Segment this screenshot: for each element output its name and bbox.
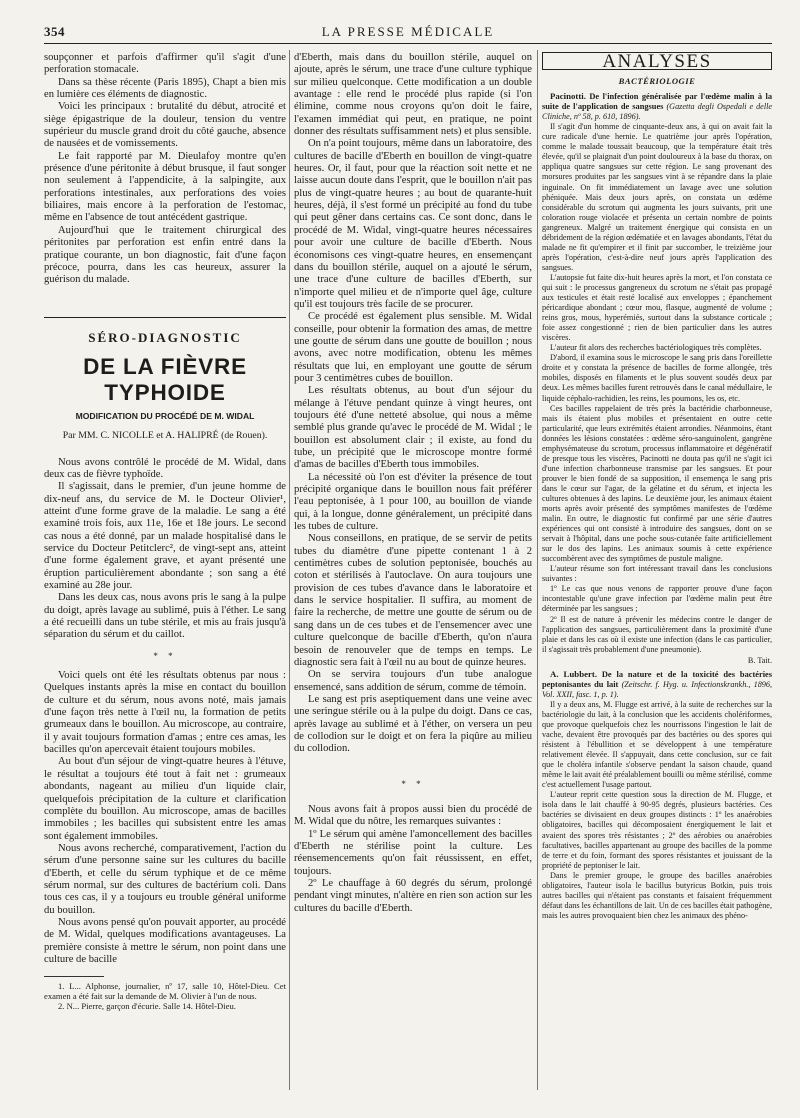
paragraph: Les résultats obtenus, au bout d'un séjour du mélange à l'étuve pendant quinze à vingt heures, ont toujours été d'une netteté absolue, qui nous a même semblé plus grande qu'avec le procédé de M. Widal ; le bouillon est absolument clair ; il existe, au fond du tube, un précipité que le microscope montre formé d'amas de bacilles d'Eberth tous immobiles.	[294, 385, 532, 471]
paragraph: Il s'agit d'un homme de cinquante-deux ans, à qui on avait fait la cure radicale d'une hernie. Le quatrième jour après l'opération, comme le malade toussait beaucoup, que la température était très élevée, qu'il se plaignait d'un point douloureux à la base du thorax, on appliqua quatre sangsues sur cette région. Le sang provenant des morsures produites par les sangsues vint à se répandre dans la plaie inguinale. On fit immédiatement un lavage avec une solution phéniquée. Mais deux jours après, on constata un œdème considérable du scrotum qui augmenta les jours suivants, prit une coloration rouge violacée et présenta un certain nombre de points gangreneux. Malgré un traitement énergique qui consista en un débridement de la région œdématiée et en lavages abondants, l'état du malade ne fit qu'empirer et il finit par succomber, le treizième jour après l'opération, c'est-à-dire neuf jours après l'application des sangsues.	[542, 122, 772, 272]
section-rule	[44, 317, 286, 318]
paragraph: Il s'agissait, dans le premier, d'un jeune homme de dix-neuf ans, du service de M. le Docteur Olivier¹, atteint d'une forme grave de la maladie. Le sang a été examiné trois fois, aux 11e, 16e et 18e jours. Le second cas nous a été donné, par un malade hospitalisé dans le service du Docteur Petitclerc², de vingt-sept ans, atteint d'une forme également grave, et ayant présenté une éruption particulièrement abondante ; son sang a été examiné au 28e jour.	[44, 481, 286, 591]
column-left	[44, 52, 286, 1011]
journal-title: LA PRESSE MÉDICALE	[321, 24, 495, 39]
paragraph: Le sang est pris aseptiquement dans une veine avec une seringue stérile ou à la pulpe du doigt. Dans ce cas, après lavage au sublimé et à l'éther, on versera un peu de collodion sur le doigt et on fera la piqûre au milieu du collodion.	[294, 693, 532, 755]
column-middle	[294, 52, 532, 915]
paragraph: Le fait rapporté par M. Dieulafoy montre qu'en présence d'une péritonite à début brusque, il faut songer non seulement à l'appendicite, à la salpingite, aux perforations intestinales, aux perforations des voies biliaires, mais encore à la perforation de l'estomac, même en l'absence de tout antécédent gastrique.	[44, 150, 286, 224]
paragraph: Dans sa thèse récente (Paris 1895), Chapt a bien mis en lumière ces éléments de diagnostic.	[44, 76, 286, 101]
article-title: DE LA FIÈVRE TYPHOIDE	[83, 353, 247, 405]
footnote-rule	[44, 976, 104, 977]
paragraph: Il y a deux ans, M. Flugge est arrivé, à la suite de recherches sur la bactériologie du lait, à la conclusion que les accidents cholériformes, que provoque quelquefois chez les nourrissons l'ingestion le lait de vache, devaient être provoqués par des bactéries ou des spores qui résistent à l'ébullition et se développent à une température relativement élevée. Il s'appuyait, dans cette conclusion, sur ce fait que le choléra infantile s'observe pendant la saison chaude, quand même le lait avait été préalablement bouilli ou même stérilisé, comme c'est actuellement l'usage partout.	[542, 699, 772, 790]
paragraph: Aujourd'hui que le traitement chirurgical des péritonites par perforation est enfin entré dans la pratique courante, un bon diagnostic, fait d'une façon précoce, pourra, dans les cas heureux, assurer la guérison du malade.	[44, 224, 286, 286]
column-divider	[289, 50, 290, 1090]
abstract-author: A. Lubbert.	[550, 668, 598, 679]
section-separator: * *	[153, 650, 177, 661]
footnote: 2. N... Pierre, garçon d'écurie. Salle 14. Hôtel-Dieu.	[58, 1001, 236, 1012]
abstract-heading	[542, 91, 772, 122]
paragraph: 1º Le cas que nous venons de rapporter prouve d'une façon incontestable qu'une grave infection par l'œdème malin peut être déterminée par les sangsues ;	[542, 584, 772, 614]
abstract-title: De la nature et de la toxicité des bactéries peptonisantes du lait	[542, 669, 773, 689]
paragraph: Voici les principaux : brutalité du début, atrocité et siège épigastrique de la douleur, tension du ventre supérieur du muscle grand droit du côté gauche, absence de nausées et de vomissements.	[44, 101, 286, 150]
page-header	[44, 24, 772, 42]
paragraph: On se servira toujours d'un tube analogue ensemencé, sans addition de sérum, comme de témoin.	[294, 669, 532, 693]
paragraph: Ce procédé est également plus sensible. M. Widal conseille, pour obtenir la formation des amas, de mettre une goutte de sérum dans une goutte de bouillon ; nous avons, avec notre modification, obtenu les mêmes résultats que lui, en employant une goutte de sérum pour 3 centimètres cubes de bouillon.	[294, 311, 532, 384]
paragraph: Voici quels ont été les résultats obtenus par nous : Quelques instants après la mise en contact du bouillon de culture et du sérum, nous avons noté, mais jamais d'une façon très nette à l'œil nu, la formation de petits grumeaux dans le bouillon. Au microscope, au contraire, il y avait toujours formation d'amas ; entre ces amas, les bacilles qu'on apercevait étaient toujours mobiles.	[44, 670, 286, 756]
paragraph: Dans le premier groupe, le groupe des bacilles anaérobies obligatoires, l'auteur isola le bacillus butyricus Botkin, puis trois autres bacilles qui n'étaient pas constants et faisaient fréquemment défaut dans les échantillons de lait. Un de ces bacilles était pathogène, mais les autres provoquaient bien chez les animaux des phéno-	[542, 870, 772, 920]
article-kicker: SÉRO-DIAGNOSTIC	[88, 329, 242, 345]
paragraph: L'auteur résume son fort intéressant travail dans les conclusions suivantes :	[542, 564, 772, 584]
footnote: 1. L... Alphonse, journalier, nº 17, salle 10, Hôtel-Dieu. Cet examen a été fait sur la demande de M. Olivier à l'un de nous.	[44, 981, 286, 1002]
paragraph: Nous avons contrôlé le procédé de M. Widal, dans deux cas de fièvre typhoïde.	[44, 456, 286, 480]
section-separator: * *	[401, 778, 425, 789]
column-right	[542, 52, 772, 921]
category-heading: BACTÉRIOLOGIE	[618, 76, 696, 87]
paragraph: D'abord, il examina sous le microscope le sang pris dans l'oreillette droite et y constata la présence de bacilles de forme allongée, très mobiles, disposés en filaments et le plus souvent soudés deux par deux. Les mêmes bacilles furent retrouvés dans le canal médullaire, le liquide céphalo-rachidien, les reins, les poumons, les os, etc.	[542, 353, 772, 403]
abstract-author: Pacinotti.	[550, 91, 586, 102]
paragraph: Nous avons fait à propos aussi bien du procédé de M. Widal que du nôtre, les remarques suivantes :	[294, 803, 532, 828]
paragraph: Dans les deux cas, nous avons pris le sang à la pulpe du doigt, après lavage au sublimé, puis à l'éther. Le sang a été recueilli dans un tube stérile, et mis au frais jusqu'à séparation du sérum et du caillot.	[44, 592, 286, 641]
paragraph: L'auteur fit alors des recherches bactériologiques très complètes.	[550, 343, 762, 353]
paragraph: Au bout d'un séjour de vingt-quatre heures à l'étuve, le résultat a toujours été tout à fait net : grumeaux abondants, nageant au milieu d'un liquide clair, quelquefois précipitation de la culture et clarification complète du bouillon. Au microscope, amas de bacilles immobiles ; les bacilles qui subsistent entre les amas sont également immobiles.	[44, 756, 286, 842]
paragraph: La nécessité où l'on est d'éviter la présence de tout précipité organique dans le bouillon nous fait préférer l'eau peptonisée, à 1 pour 100, au bouillon de viande qui, à la longue, donne généralement, un précipité dans les tubes de culture.	[294, 471, 532, 533]
page-number: 354	[44, 24, 65, 39]
article-subtitle: MODIFICATION DU PROCÉDÉ DE M. WIDAL	[75, 410, 255, 421]
paragraph: Nous conseillons, en pratique, de se servir de petits tubes du diamètre d'une pipette contenant 1 à 2 centimètres cubes de solution peptonisée, bouchés au coton et stérilisés à l'autoclave. On aura toujours une provision de ces tubes d'avance dans le laboratoire et dans le service hospitalier. Il suffira, au moment de faire la recherche, de mettre une goutte de sérum ou de sang dans un de ces tubes et de l'ensemencer avec une culture quelconque de bacille d'Eberth, qu'on n'aura besoin de renouveler que de temps en temps. Le diagnostic sera fait à l'œil nu au bout de quinze heures.	[294, 533, 532, 668]
section-heading: ANALYSES	[542, 52, 772, 70]
header-rule	[44, 43, 772, 44]
abstract-title: De l'infection généralisée par l'œdème malin à la suite de l'application de sangsues	[542, 92, 773, 112]
paragraph: Nous avons pensé qu'on pouvait apporter, au procédé de M. Widal, quelques modifications avantageuses. La première consiste à mettre le sérum, non point dans une culture de bacille	[44, 916, 286, 965]
abstract-signature: B. Tait.	[747, 655, 772, 665]
paragraph: 2º Le chauffage à 60 degrés du sérum, prolongé pendant vingt minutes, n'altère en rien son action sur les cultures du bacille d'Eberth.	[294, 878, 532, 914]
abstract-citation: (Zeitschr. f. Hyg. u. Infectionskrankh., 1896, Vol. XXII, fasc. 1, p. 1).	[542, 679, 773, 699]
abstract-heading	[542, 669, 772, 700]
paragraph: d'Eberth, mais dans du bouillon stérile, auquel on ajoute, après le sérum, une trace d'une culture typhique sur milieu quelconque. Cette modification a un double avantage : elle rend le procédé plus rapide (si l'on élimine, comme nous croyons qu'on doit le faire, l'examen immédiat qui peut, en pratique, ne point donner des résultats suffisamment nets) et plus sensible.	[294, 52, 532, 138]
paragraph: Nous avons recherché, comparativement, l'action du sérum d'une personne saine sur les cultures du bacille d'Eberth, et celle du sérum typhique et de ce même sérum normal, sur des cultures de bactérium coli. Dans tous ces cas, il y a toujours eu trouble général uniforme du bouillon.	[44, 842, 286, 916]
paragraph: On n'a point toujours, même dans un laboratoire, des cultures de bacille d'Eberth en bouillon de vingt-quatre heures. Or, il faut, pour que la réaction soit nette et ne laisse aucun doute dans l'esprit, que le bouillon n'ait pas plus de vingt-quatre heures ; au bout de quarante-huit heures, déjà, il s'est formé un précipité au fond du tube qui peut gêner dans certains cas. Ce sont donc, dans le procédé de M. Widal, vingt-quatre heures nécessaires pour avoir une culture de bacille d'Eberth. Nous économisons ces vingt-quatre heures, en ensemençant dans du bouillon stérile, auquel on a ajouté le sérum, une trace d'une culture de bacilles d'Eberth, sur n'importe quel milieu et de n'importe quel âge, culture qu'il est toujours très facile de se procurer.	[294, 138, 532, 310]
abstract-citation: (Gazetta degli Ospedali e delle Cliniche, nº 58, p. 610, 1896).	[542, 102, 773, 122]
paragraph: 1º Le sérum qui amène l'amoncellement des bacilles d'Eberth ne stérilise point la culture. Les réensemencements qu'on fait réussissent, en effet, toujours.	[294, 828, 532, 877]
paragraph: 2º Il est de nature à prévenir les médecins contre le danger de l'application des sangsues, particulièrement dans la proximité d'une plaie et dans les cas où il existe une infection (dans le cas particulier, il s'agissait très probablement d'une pneumonie).	[542, 614, 772, 654]
article-authors: Par MM. C. NICOLLE et A. HALIPRÉ (de Rouen).	[62, 430, 268, 442]
column-divider	[537, 50, 538, 1090]
paragraph: L'autopsie fut faite dix-huit heures après la mort, et l'on constata ce qui suit : le processus gangreneux du scrotum ne s'était pas propagé aux testicules et était resté localisé aux enveloppes ; épanchement péricardique abondant ; cœur mou, flasque, augmenté de volume ; reins gros, mous, hyperémiés, surtout dans la substance corticale ; foie assez congestionné ; rien de bien particulier dans les autres viscères.	[542, 272, 772, 343]
paragraph: L'auteur reprit cette question sous la direction de M. Flugge, et isola dans le lait chauffé à 90-95 degrés, plusieurs bactéries. Ces bactéries se divisaient en deux groupes distincts : 1º les anaérobies obligatoires, bacilles qui décomposaient énergiquement le lait et avaient des spores très résistantes ; 2º des aérobies ou anaérobies facultatives, bacilles appartenant au groupe des bacilles de la pomme de terre et du foin, formant des spores résistantes et jouissant de la propriété de peptoniser le lait.	[542, 790, 772, 870]
paragraph: soupçonner et parfois d'affirmer qu'il s'agit d'une perforation stomacale.	[44, 52, 286, 76]
paragraph: Ces bacilles rappelaient de très près la bactéridie charbonneuse, mais ils étaient plus mobiles et présentaient en outre cette particularité, que leurs extrémités étaient arrondies. Néanmoins, étant données les lésions constatées : œdème séro-sanguinolent, gangrène emphysémateuse du scrotum, processus inflammatoire et dégénératif de presque tous les viscères, Pacinotti ne douta pas qu'il ne s'agit ici d'une infection charbonneuse transmise par les sangsues. Et pour prouver le bien fondé de sa supposition, il ensemença le sang pris dans le cœur sur l'agar, de la gélatine et du sérum, et injecta les cultures obtenues à des lapins. Le deuxième jour, les animaux étaient morts après avoir présenté des symptômes manifestes de l'œdème malin. En outre, le diagnostic fut confirmé par une série d'autres expériences qui ont consisté à introduire des sangsues, dont on se servait à l'hôpital, dans une poche sous-cutanée faite artificiellement sur le dos des lapins. Les animaux soumis à cette expérience succombèrent avec des symptômes de pustule maligne.	[542, 403, 772, 564]
